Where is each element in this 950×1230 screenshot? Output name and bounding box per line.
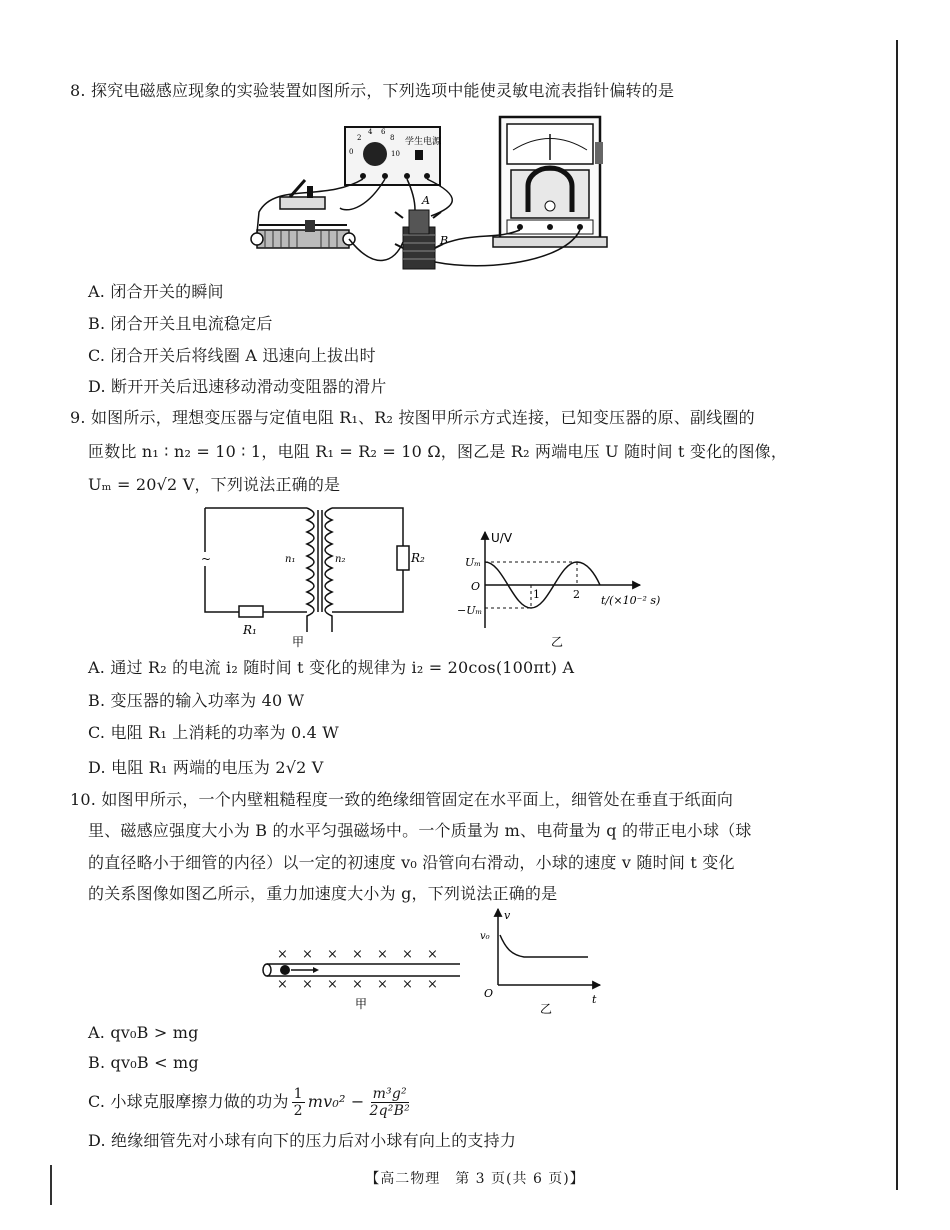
dial-tick: 6 — [381, 128, 386, 136]
option-c-middle: mv₀² − — [307, 1092, 365, 1111]
tick-1: 1 — [533, 588, 540, 601]
q10-option-c — [88, 1082, 415, 1122]
fraction-m3g2 — [368, 1086, 412, 1119]
fig-b-caption: 乙 — [540, 1002, 553, 1016]
q10-option-a: A. qv₀B > mg — [88, 1023, 199, 1042]
x-axis-label: t/(×10⁻² s) — [601, 594, 661, 607]
y-axis-label: U/V — [491, 531, 513, 545]
scan-edge-line — [896, 40, 898, 1190]
velocity-curve — [500, 935, 588, 957]
option-c-prefix: C. 小球克服摩擦力做的功为 — [88, 1092, 289, 1111]
q9-figure-b — [455, 528, 680, 653]
q10-figure-a — [255, 942, 475, 1012]
rheostat — [251, 220, 355, 248]
dial-tick: 8 — [390, 134, 395, 142]
origin-label: O — [484, 987, 494, 1000]
field-mark: × — [277, 947, 288, 962]
q8-option-d: D. 断开开关后迅速移动滑动变阻器的滑片 — [88, 377, 387, 396]
dial-tick: 2 — [357, 134, 362, 142]
v-axis-label: v — [504, 909, 511, 922]
neg-um-label: −Uₘ — [457, 604, 483, 617]
field-mark: × — [327, 947, 338, 962]
q9-option-a: A. 通过 R₂ 的电流 i₂ 随时间 t 变化的规律为 i₂ = 20cos(100πt) A — [88, 658, 575, 677]
field-mark: × — [402, 977, 413, 992]
q10-option-d: D. 绝缘细管先对小球有向下的压力后对小球有向上的支持力 — [88, 1131, 517, 1150]
origin-label: O — [471, 580, 481, 593]
coil-a-label: A — [422, 194, 430, 207]
fig-a-caption: 甲 — [355, 997, 368, 1011]
power-supply-label: 学生电源 — [405, 137, 442, 147]
dial-tick: 4 — [368, 128, 373, 136]
field-mark: × — [427, 947, 438, 962]
field-mark: × — [302, 977, 313, 992]
dial-tick: 0 — [349, 148, 354, 156]
field-mark: × — [352, 977, 363, 992]
field-mark: × — [327, 977, 338, 992]
q9-stem-line3: Uₘ = 20√2 V，下列说法正确的是 — [88, 475, 341, 494]
fig-b-caption: 乙 — [551, 635, 564, 649]
fraction-denominator: 2 — [293, 1102, 303, 1119]
q10-stem-line2: 里、磁感应强度大小为 B 的水平匀强磁场中。一个质量为 m、电荷量为 q 的带正电小球（球 — [88, 821, 752, 840]
q8-option-a: A. 闭合开关的瞬间 — [88, 282, 224, 301]
q9-stem-line2: 匝数比 n₁ ∶ n₂ = 10 ∶ 1，电阻 R₁ = R₂ = 10 Ω，图乙是 R₂ 两端电压 U 随时间 t 变化的图像， — [88, 442, 788, 461]
q10-stem-line4: 的关系图像如图乙所示，重力加速度大小为 g，下列说法正确的是 — [88, 884, 558, 903]
v0-label: v₀ — [480, 931, 490, 942]
fraction-numerator: m³g² — [372, 1085, 407, 1102]
r1-resistor — [239, 606, 263, 617]
n1-label: n₁ — [285, 554, 296, 565]
coils — [395, 194, 448, 269]
field-mark: × — [427, 977, 438, 992]
q10-stem-line3: 的直径略小于细管的内径）以一定的初速度 v₀ 沿管向右滑动，小球的速度 v 随时间 t 变化 — [88, 853, 735, 872]
ball — [280, 965, 290, 975]
r2-label: R₂ — [411, 551, 425, 565]
dial-tick: 10 — [391, 150, 400, 158]
q9-stem-line1: 9. 如图所示，理想变压器与定值电阻 R₁、R₂ 按图甲所示方式连接，已知变压器的原、副线圈的 — [70, 408, 755, 427]
q9-option-d: D. 电阻 R₁ 两端的电压为 2√2 V — [88, 758, 324, 777]
q8-option-c: C. 闭合开关后将线圈 A 迅速向上拔出时 — [88, 346, 376, 365]
t-axis-label: t — [592, 993, 597, 1006]
q10-option-b: B. qv₀B < mg — [88, 1053, 199, 1072]
coil-b-label: B — [440, 234, 449, 247]
r1-label: R₁ — [243, 623, 257, 637]
q10-figure-b — [478, 905, 608, 1020]
page-footer: 【高二物理 第 3 页(共 6 页)】 — [365, 1171, 585, 1187]
field-mark: × — [277, 977, 288, 992]
r2-resistor — [397, 546, 409, 570]
q8-option-b: B. 闭合开关且电流稳定后 — [88, 314, 273, 333]
q10-stem-line1: 10. 如图甲所示，一个内壁粗糙程度一致的绝缘细管固定在水平面上，细管处在垂直于纸面向 — [70, 790, 734, 809]
power-supply — [345, 127, 442, 185]
tick-2: 2 — [573, 588, 580, 601]
q8-figure — [245, 112, 615, 277]
field-mark: × — [377, 947, 388, 962]
field-mark: × — [302, 947, 313, 962]
n2-label: n₂ — [335, 554, 346, 565]
fraction-denominator: 2q²B² — [369, 1102, 410, 1119]
fraction-numerator: 1 — [293, 1085, 303, 1102]
field-mark: × — [352, 947, 363, 962]
galvanometer — [493, 117, 607, 247]
q9-option-c: C. 电阻 R₁ 上消耗的功率为 0.4 W — [88, 723, 339, 742]
field-mark: × — [402, 947, 413, 962]
ac-source-symbol: ~ — [201, 552, 212, 566]
fraction-one-half — [292, 1086, 305, 1119]
q9-figure-a — [195, 500, 425, 650]
field-mark: × — [377, 977, 388, 992]
q8-stem: 8. 探究电磁感应现象的实验装置如图所示，下列选项中能使灵敏电流表指针偏转的是 — [70, 81, 675, 100]
q9-option-b: B. 变压器的输入功率为 40 W — [88, 691, 305, 710]
um-label: Uₘ — [465, 556, 482, 569]
fig-a-caption: 甲 — [292, 635, 305, 649]
